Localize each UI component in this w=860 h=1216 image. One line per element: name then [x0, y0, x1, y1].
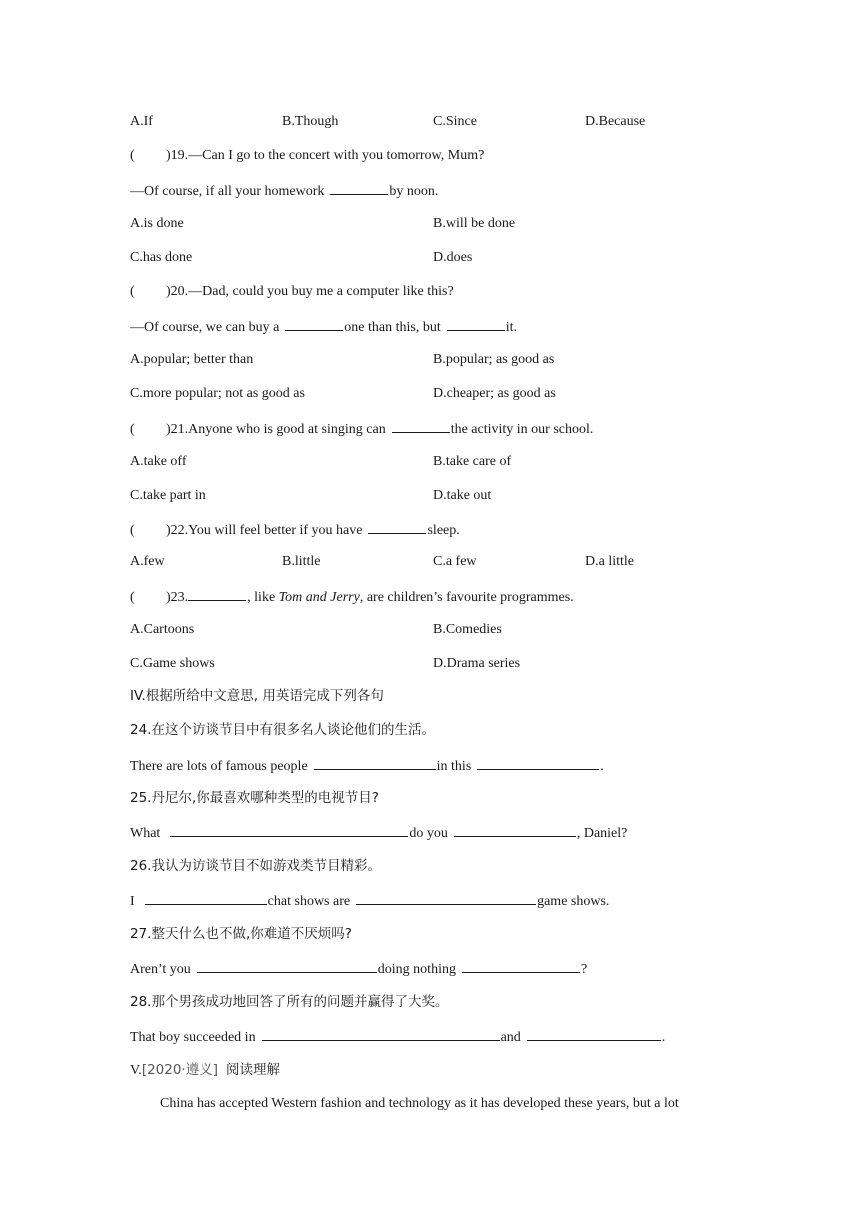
q19-stem: [130, 146, 484, 166]
q26-after: game shows.: [537, 894, 610, 909]
answer-paren: (: [130, 148, 135, 163]
q18-option-c: C.Since: [433, 114, 477, 129]
q19-option-a: A.is done: [130, 216, 184, 231]
section-5-title: 阅读理解: [226, 1062, 280, 1078]
q22-option-c: C.a few: [433, 554, 477, 569]
q21-stem-before: )21.Anyone who is good at singing can: [166, 422, 386, 437]
q26-chinese: 26.我认为访谈节目不如游戏类节目精彩。: [130, 858, 381, 874]
q28-before: That boy succeeded in: [130, 1030, 256, 1045]
q19-option-d: D.does: [433, 250, 473, 265]
q27-after: ?: [580, 962, 588, 977]
q22-options: [130, 552, 730, 572]
q19-stem-text: )19.—Can I go to the concert with you tomorrow, Mum?: [166, 148, 485, 163]
answer-blank[interactable]: [330, 180, 388, 195]
q28-after: .: [661, 1030, 666, 1045]
q23-stem-mid: , like: [247, 590, 279, 605]
q27-chinese: 27.整天什么也不做,你难道不厌烦吗?: [130, 926, 352, 942]
q19-option-c: C.has done: [130, 250, 193, 265]
q25-after: , Daniel?: [576, 826, 628, 841]
answer-blank[interactable]: [447, 316, 505, 331]
q21-stem: [130, 418, 593, 438]
q24-after: .: [600, 759, 604, 774]
answer-blank[interactable]: [262, 1026, 500, 1041]
q23-option-a: A.Cartoons: [130, 622, 195, 637]
answer-blank[interactable]: [477, 755, 599, 770]
q21-option-d: D.take out: [433, 488, 492, 503]
section-5-source: [2020·遵义]: [141, 1062, 218, 1078]
q20-option-b: B.popular; as good as: [433, 352, 555, 367]
q22-option-a: A.few: [130, 554, 165, 569]
q20-option-c: C.more popular; not as good as: [130, 386, 305, 401]
q23-options-row1: [130, 620, 730, 640]
q27-english: [130, 958, 587, 978]
q18-options: [130, 112, 730, 132]
q19-option-b: B.will be done: [433, 216, 516, 231]
q24-mid: in this: [436, 759, 472, 774]
answer-blank[interactable]: [197, 958, 377, 973]
q27-mid: doing nothing: [377, 962, 456, 977]
section-5-heading: [130, 1060, 280, 1080]
q23-option-d: D.Drama series: [433, 656, 521, 671]
q21-option-a: A.take off: [130, 454, 187, 469]
q19-dialogue: [130, 180, 438, 200]
answer-blank[interactable]: [170, 822, 408, 837]
q20-option-d: D.cheaper; as good as: [433, 386, 556, 401]
answer-blank[interactable]: [314, 755, 436, 770]
q20-option-a: A.popular; better than: [130, 352, 254, 367]
q21-stem-after: the activity in our school.: [450, 422, 594, 437]
q21-options-row2: [130, 486, 730, 506]
answer-paren: (: [130, 284, 135, 299]
q22-stem: [130, 519, 460, 539]
answer-blank[interactable]: [188, 586, 246, 601]
q28-mid: and: [500, 1030, 521, 1045]
q22-option-b: B.little: [282, 554, 321, 569]
q20-line2-after: it.: [505, 320, 517, 335]
q23-stem-after: , are children’s favourite programmes.: [359, 590, 574, 605]
q20-line2-mid: one than this, but: [344, 320, 441, 335]
q20-options-row1: [130, 350, 730, 370]
q19-options-row1: [130, 214, 730, 234]
answer-blank[interactable]: [145, 890, 267, 905]
q20-stem-text: )20.—Dad, could you buy me a computer like this?: [166, 284, 454, 299]
answer-blank[interactable]: [392, 418, 450, 433]
q24-chinese: 24.在这个访谈节目中有很多名人谈论他们的生活。: [130, 722, 435, 738]
q25-chinese: 25.丹尼尔,你最喜欢哪种类型的电视节目?: [130, 790, 379, 806]
answer-paren: (: [130, 590, 135, 605]
q19-line2-after: by noon.: [389, 184, 439, 199]
q20-stem: [130, 282, 454, 302]
answer-blank[interactable]: [356, 890, 536, 905]
q26-before: I: [130, 894, 135, 909]
answer-blank[interactable]: [462, 958, 580, 973]
q21-option-c: C.take part in: [130, 488, 206, 503]
answer-blank[interactable]: [527, 1026, 661, 1041]
q23-stem-before: )23.: [166, 590, 189, 605]
q20-line2-before: —Of course, we can buy a: [130, 320, 280, 335]
q28-chinese: 28.那个男孩成功地回答了所有的问题并赢得了大奖。: [130, 994, 449, 1010]
answer-blank[interactable]: [285, 316, 343, 331]
q18-option-d: D.Because: [585, 114, 646, 129]
q18-option-a: A.If: [130, 114, 153, 129]
q24-before: There are lots of famous people: [130, 759, 308, 774]
section-4-heading: IV.根据所给中文意思, 用英语完成下列各句: [130, 688, 384, 704]
q23-option-c: C.Game shows: [130, 656, 215, 671]
q25-before: What: [130, 826, 161, 841]
q26-mid: chat shows are: [267, 894, 351, 909]
q24-english: [130, 755, 604, 775]
q22-option-d: D.a little: [585, 554, 634, 569]
q23-option-b: B.Comedies: [433, 622, 502, 637]
q28-english: [130, 1026, 665, 1046]
q19-line2-before: —Of course, if all your homework: [130, 184, 325, 199]
q21-options-row1: [130, 452, 730, 472]
q22-stem-before: )22.You will feel better if you have: [166, 523, 363, 538]
q23-stem: [130, 586, 574, 606]
q20-options-row2: [130, 384, 730, 404]
answer-paren: (: [130, 523, 135, 538]
q23-stem-title: Tom and Jerry: [278, 590, 360, 605]
passage-first-line: China has accepted Western fashion and technology as it has developed these years, but a lot: [160, 1096, 679, 1111]
answer-blank[interactable]: [368, 519, 426, 534]
q22-stem-after: sleep.: [427, 523, 460, 538]
q27-before: Aren’t you: [130, 962, 191, 977]
answer-blank[interactable]: [454, 822, 576, 837]
q19-options-row2: [130, 248, 730, 268]
q18-option-b: B.Though: [282, 114, 339, 129]
q26-english: [130, 890, 609, 910]
section-5-roman: V.: [130, 1063, 142, 1078]
q21-option-b: B.take care of: [433, 454, 512, 469]
answer-paren: (: [130, 422, 135, 437]
q23-options-row2: [130, 654, 730, 674]
q25-mid: do you: [409, 826, 448, 841]
q20-dialogue: [130, 316, 517, 336]
q25-english: [130, 822, 627, 842]
